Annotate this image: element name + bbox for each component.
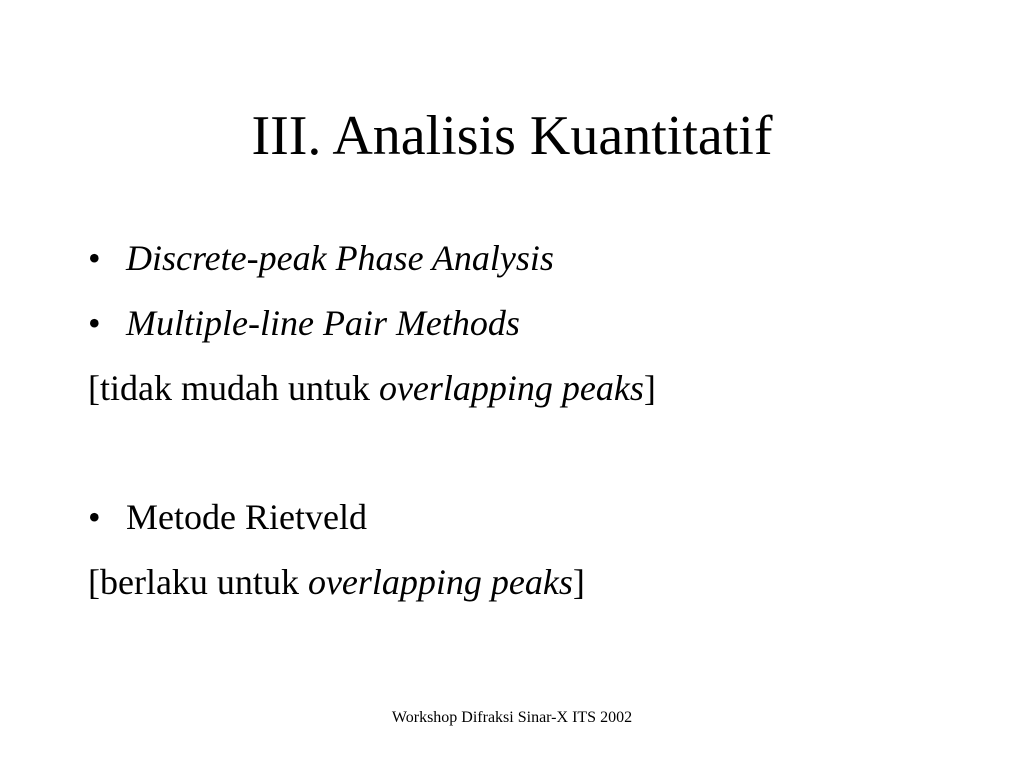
- note-emphasis: overlapping peaks: [378, 368, 644, 408]
- slide-body: [88, 228, 988, 617]
- bullet-item-rietveld: [88, 487, 988, 552]
- note-emphasis: overlapping peaks: [307, 562, 573, 602]
- note-suffix: ]: [572, 562, 585, 602]
- note-line-tidak-mudah: [88, 358, 988, 423]
- bullet-icon: •: [88, 303, 101, 343]
- note-prefix: [tidak mudah untuk: [88, 368, 379, 408]
- bullet-text: Metode Rietveld: [126, 497, 367, 537]
- slide-footer: Workshop Difraksi Sinar-X ITS 2002: [391, 709, 633, 726]
- slide-title: III. Analisis Kuantitatif: [251, 105, 773, 167]
- bullet-icon: •: [88, 497, 101, 537]
- bullet-icon: •: [88, 238, 101, 278]
- bullet-text: Multiple-line Pair Methods: [126, 303, 520, 343]
- bullet-text: Discrete-peak Phase Analysis: [126, 238, 554, 278]
- spacer: [88, 423, 988, 487]
- note-line-berlaku: [88, 552, 988, 617]
- note-prefix: [berlaku untuk: [88, 562, 308, 602]
- bullet-item-discrete-peak: [88, 228, 988, 293]
- bullet-item-multiple-line: [88, 293, 988, 358]
- note-suffix: ]: [643, 368, 656, 408]
